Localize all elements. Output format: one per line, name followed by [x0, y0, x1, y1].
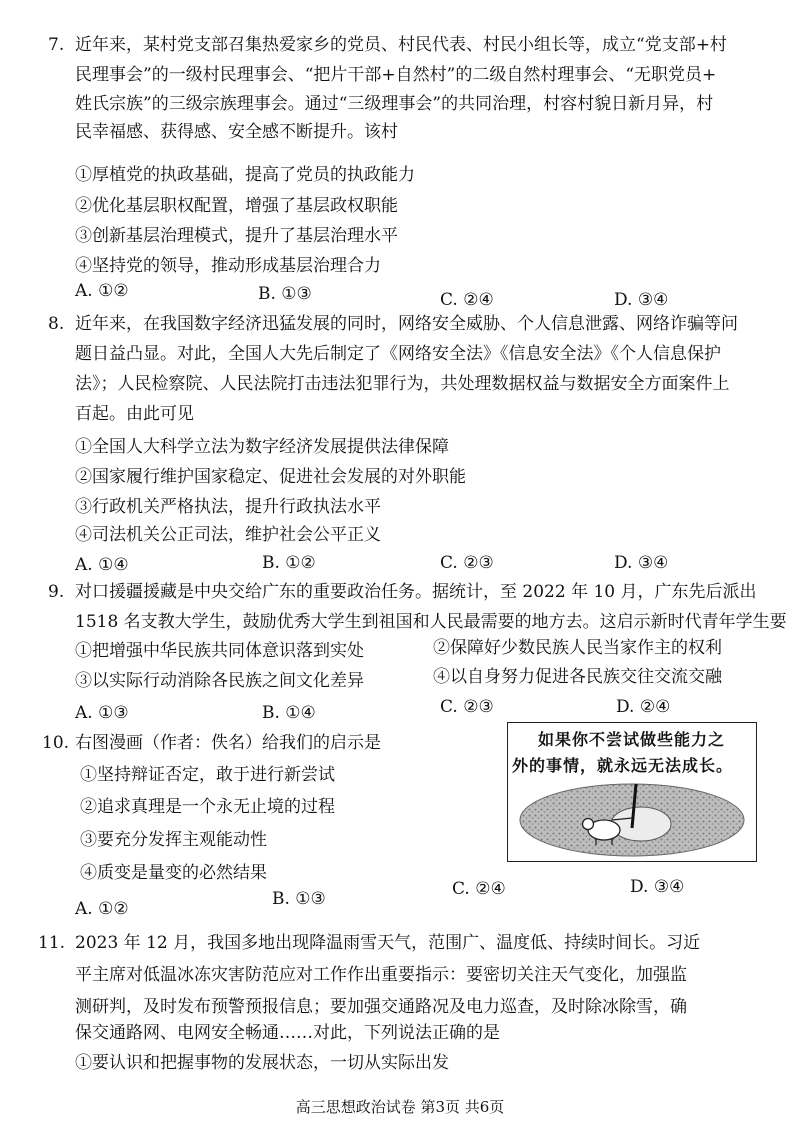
question-stem-line: 百起。由此可见 [75, 404, 194, 424]
sheep-tethered-to-post-drawing [516, 778, 748, 858]
answer-option-d: D. ③④ [630, 877, 685, 897]
answer-option-b: B. ①③ [272, 889, 326, 909]
statement-item: ①要认识和把握事物的发展状态，一切从实际出发 [75, 1053, 449, 1073]
statement-item: ④质变是量变的必然结果 [80, 863, 267, 883]
answer-option-c: C. ②③ [440, 553, 494, 573]
question-stem-line: 姓氏宗族”的三级宗族理事会。通过“三级理事会”的共同治理，村容村貌日新月异，村 [75, 94, 714, 114]
answer-option-c: C. ②④ [452, 879, 506, 899]
question-stem-line: 民幸福感、获得感、安全感不断提升。该村 [75, 122, 398, 142]
question-number: 9. [48, 582, 65, 602]
statement-item: ①厚植党的执政基础，提高了党员的执政能力 [75, 165, 415, 185]
question-number: 10. [42, 733, 70, 753]
statement-item: ②优化基层职权配置，增强了基层政权职能 [75, 196, 398, 216]
answer-option-c: C. ②④ [440, 290, 494, 310]
answer-option-b: B. ①② [262, 553, 316, 573]
question-stem-line: 近年来，在我国数字经济迅猛发展的同时，网络安全威胁、个人信息泄露、网络诈骗等问 [75, 314, 738, 334]
statement-item: ②国家履行维护国家稳定、促进社会发展的对外职能 [75, 467, 466, 487]
page-footer: 高三思想政治试卷 第3页 共6页 [295, 1098, 505, 1116]
cartoon-caption: 如果你不尝试做些能力之 [538, 730, 726, 749]
statement-item: ①把增强中华民族共同体意识落到实处 [75, 641, 364, 661]
cartoon-illustration [507, 722, 757, 862]
statement-item: ③以实际行动消除各民族之间文化差异 [75, 671, 364, 691]
answer-option-d: D. ②④ [616, 697, 671, 717]
answer-option-a: A. ①③ [75, 703, 129, 723]
statement-item: ④司法机关公正司法，维护社会公平正义 [75, 525, 381, 545]
question-stem-line: 2023 年 12 月，我国多地出现降温雨雪天气，范围广、温度低、持续时间长。习近 [75, 933, 701, 953]
statement-item: ①坚持辩证否定，敢于进行新尝试 [80, 765, 335, 785]
answer-option-d: D. ③④ [614, 553, 669, 573]
statement-item: ④坚持党的领导，推动形成基层治理合力 [75, 256, 381, 276]
question-stem-line: 民理事会”的一级村民理事会、“把片干部+自然村”的二级自然村理事会、“无职党员+ [75, 65, 717, 85]
question-stem-line: 测研判，及时发布预警预报信息；要加强交通路况及电力巡查，及时除冰除雪，确 [75, 997, 687, 1017]
question-stem-line: 1518 名支教大学生，鼓励优秀大学生到祖国和人民最需要的地方去。这启示新时代青年学生要 [75, 612, 787, 632]
question-stem-line: 法》；人民检察院、人民法院打击违法犯罪行为，共处理数据权益与数据安全方面案件上 [75, 374, 730, 394]
answer-option-a: A. ①④ [75, 555, 129, 575]
question-stem-line: 保交通路网、电网安全畅通……对此，下列说法正确的是 [75, 1023, 500, 1043]
statement-item: ②追求真理是一个永无止境的过程 [80, 797, 335, 817]
statement-item: ③行政机关严格执法，提升行政执法水平 [75, 497, 381, 517]
statement-item: ①全国人大科学立法为数字经济发展提供法律保障 [75, 437, 449, 457]
question-stem-line: 题日益凸显。对此，全国人大先后制定了《网络安全法》《信息安全法》《个人信息保护 [75, 344, 721, 364]
answer-option-a: A. ①② [75, 899, 129, 919]
cartoon-caption: 外的事情，就永远无法成长。 [512, 756, 734, 775]
statement-item: ③要充分发挥主观能动性 [80, 830, 267, 850]
question-number: 11. [38, 933, 66, 953]
question-number: 7. [48, 35, 65, 55]
statement-item: ③创新基层治理模式，提升了基层治理水平 [75, 226, 398, 246]
question-stem-line: 右图漫画（作者：佚名）给我们的启示是 [75, 733, 381, 753]
answer-option-b: B. ①③ [258, 284, 312, 304]
question-stem-line: 对口援疆援藏是中央交给广东的重要政治任务。据统计，至 2022 年 10 月，广东先后派出 [75, 582, 757, 602]
question-stem-line: 平主席对低温冰冻灾害防范应对工作作出重要指示：要密切关注天气变化，加强监 [75, 965, 687, 985]
statement-item: ②保障好少数民族人民当家作主的权利 [433, 638, 722, 658]
answer-option-c: C. ②③ [440, 697, 494, 717]
question-stem-line: 近年来，某村党支部召集热爱家乡的党员、村民代表、村民小组长等，成立“党支部+村 [75, 35, 727, 55]
question-number: 8. [48, 314, 65, 334]
answer-option-d: D. ③④ [614, 290, 669, 310]
answer-option-b: B. ①④ [262, 703, 316, 723]
statement-item: ④以自身努力促进各民族交往交流交融 [433, 667, 722, 687]
answer-option-a: A. ①② [75, 281, 129, 301]
